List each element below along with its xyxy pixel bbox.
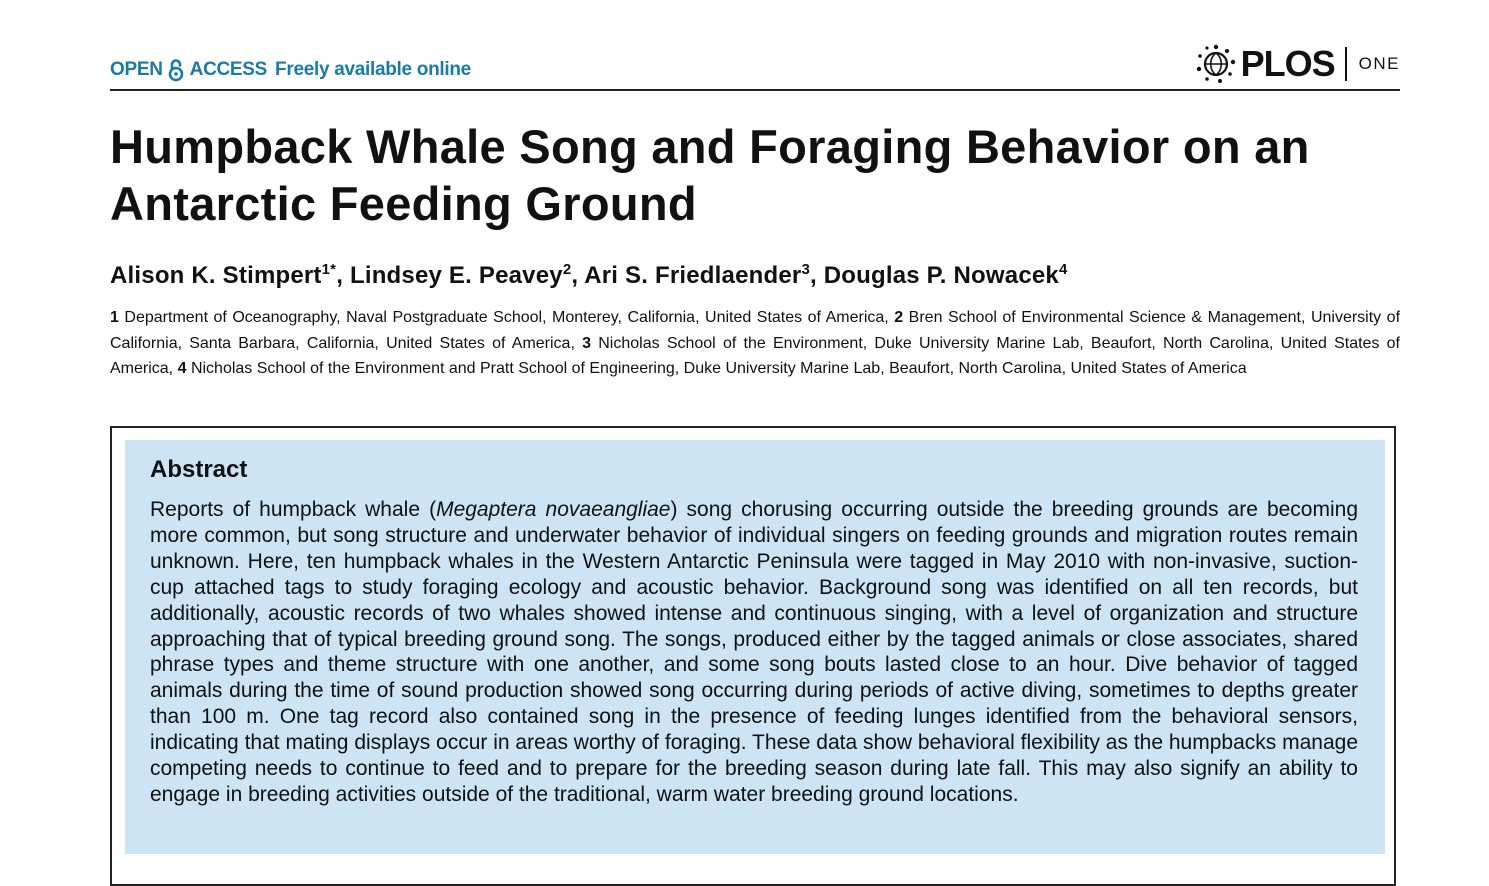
author-affiliation-number: 4 [1058, 261, 1068, 278]
abstract-heading: Abstract [150, 456, 248, 483]
author-affiliation-number: 3 [801, 261, 810, 278]
affiliation-number: 1 [110, 309, 119, 326]
logo-divider [1345, 47, 1347, 81]
freely-available-label: Freely available online [275, 59, 471, 80]
author-name: Lindsey E. Peavey [349, 262, 563, 289]
species-name: Megaptera novaeangliae [436, 498, 671, 521]
access-label: ACCESS [189, 59, 268, 80]
affiliation-text: Nicholas School of the Environment and Pratt School of Engineering, Duke University Marine Lab, Beaufort, North Carolina, United States of America [190, 360, 1247, 378]
abstract-body: ) song chorusing occurring outside the breeding grounds are becoming more common, but song structure and underwater behavior of individual singers on feeding grounds and migration routes remain unknown. Here, ten humpback whales in the Western Antarctic Peninsula were tagged in May 2010 with non-invasive, suction-cup attached tags to study foraging ecology and acoustic behavior. Background song was identified on all ten records, but additionally, acoustic records of two whales showed intense and continuous singing, with a level of organization and structure approaching that of typical breeding ground song. The songs, produced either by the tagged animals or close associates, shared phrase types and theme structure with one another, and some song bouts lasted close to an hour. Dive behavior of tagged animals during the time of sound production showed song occurring during periods of active diving, sometimes to depths greater than 100 m. One tag record also contained song in the presence of feeding lunges identified from the behavioral sensors, indicating that mating displays occur in areas worthy of foraging. These data show behavioral flexibility as the humpbacks manage competing needs to continue to feed and to prepare for the breeding season during late fall. This may also signify an ability to engage in breeding activities outside of the traditional, warm water breeding ground locations. [150, 498, 1359, 806]
corresponding-author-mark: * [330, 261, 337, 278]
author-affiliation-number: 1 [321, 261, 331, 278]
open-access-banner [110, 58, 471, 82]
author-name: Ari S. Friedlaender [584, 262, 802, 289]
affiliation-number: 4 [177, 360, 187, 378]
journal-header [110, 43, 1400, 90]
author-name: Alison K. Stimpert [110, 262, 322, 289]
author-affiliation-number: 2 [562, 261, 572, 278]
header-rule [110, 89, 1400, 91]
open-label: OPEN [110, 59, 163, 80]
affiliation-number: 3 [582, 334, 592, 352]
one-wordmark: ONE [1358, 54, 1400, 73]
affiliations [110, 305, 1400, 382]
author-name: Douglas P. Nowacek [823, 262, 1059, 289]
open-access-lock-icon [168, 58, 184, 82]
abstract-intro: Reports of humpback whale ( [150, 498, 437, 521]
plos-wordmark: PLOS [1240, 43, 1335, 84]
affiliation-text: Bren School of Environmental Science & Management, University of California, Santa Barbara, California, United States of America, [110, 309, 1401, 352]
plos-globe-icon [1195, 44, 1237, 84]
article-title: Humpback Whale Song and Foraging Behavior on an Antarctic Feeding Ground [110, 120, 1310, 230]
plos-one-logo [1195, 44, 1400, 84]
affiliation-text: Department of Oceanography, Naval Postgraduate School, Monterey, California, United States of America, [124, 309, 889, 326]
affiliation-number: 2 [894, 309, 904, 326]
abstract-text [150, 497, 1358, 808]
author-list: Alison K. Stimpert$^{1*}$, Lindsey E. Peavey$^2$, Ari S. Friedlaender$^3$, Douglas P. Nowacek$^4$ [110, 261, 1068, 289]
affiliation-text: Nicholas School of the Environment, Duke University Marine Lab, Beaufort, North Carolina, United States of America, [110, 334, 1400, 378]
